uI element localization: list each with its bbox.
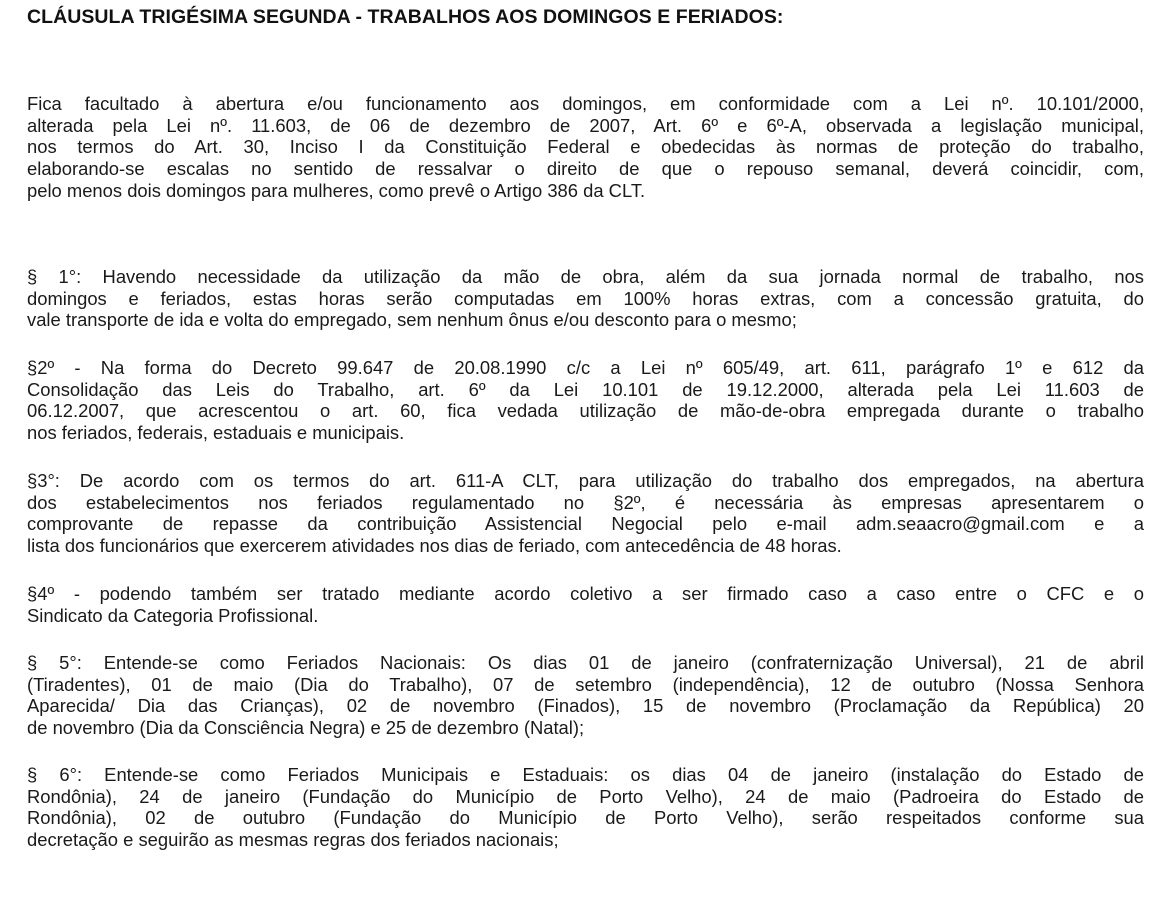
text-line: dos estabelecimentos nos feriados regulamentado no §2º, é necessária às empresas apresentarem o bbox=[27, 491, 1144, 513]
text-line: vale transporte de ida e volta do empregado, sem nenhum ônus e/ou desconto para o mesmo; bbox=[27, 309, 797, 331]
text-line: § 6°: Entende-se como Feriados Municipais e Estaduais: os dias 04 de janeiro (instalação do Estado de bbox=[27, 764, 1144, 785]
paragraph-1 bbox=[27, 266, 1144, 331]
text-line: decretação e seguirão as mesmas regras dos feriados nacionais; bbox=[27, 829, 559, 851]
text-line: Rondônia), 02 de outubro (Fundação do Município de Porto Velho), serão respeitados conforme sua bbox=[27, 807, 1144, 829]
text-line: comprovante de repasse da contribuição Assistencial Negocial pelo e-mail adm.seaacro@gmail.com e a bbox=[27, 513, 1144, 535]
text-line: §4º - podendo também ser tratado mediante acordo coletivo a ser firmado caso a caso entre o CFC e o bbox=[27, 583, 1144, 604]
text-line: § 1°: Havendo necessidade da utilização da mão de obra, além da sua jornada normal de trabalho, nos bbox=[27, 266, 1144, 287]
text-line: Sindicato da Categoria Profissional. bbox=[27, 604, 319, 626]
text-line: Fica facultado à abertura e/ou funcionamento aos domingos, em conformidade com a Lei nº. 10.101/2000, bbox=[27, 93, 1144, 114]
text-line: alterada pela Lei nº. 11.603, de 06 de dezembro de 2007, Art. 6º e 6º-A, observada a legislação municipal, bbox=[27, 114, 1144, 136]
paragraph-4 bbox=[27, 583, 1144, 626]
text-line: nos termos do Art. 30, Inciso I da Constituição Federal e obedecidas às normas de proteção do trabalho, bbox=[27, 136, 1144, 158]
text-line: domingos e feriados, estas horas serão computadas em 100% horas extras, com a concessão gratuita, do bbox=[27, 287, 1144, 309]
paragraph-3 bbox=[27, 470, 1144, 557]
paragraph-2 bbox=[27, 357, 1144, 444]
paragraph-caput bbox=[27, 93, 1144, 201]
text-line: (Tiradentes), 01 de maio (Dia do Trabalho), 07 de setembro (independência), 12 de outubro (Nossa Senhora bbox=[27, 673, 1144, 695]
clause-title: CLÁUSULA TRIGÉSIMA SEGUNDA - TRABALHOS AOS DOMINGOS E FERIADOS: bbox=[27, 6, 784, 28]
paragraph-5 bbox=[27, 652, 1144, 739]
text-line: 06.12.2007, que acrescentou o art. 60, fica vedada utilização de mão-de-obra empregada durante o trabalho bbox=[27, 400, 1144, 422]
text-line: Rondônia), 24 de janeiro (Fundação do Município de Porto Velho), 24 de maio (Padroeira do Estado de bbox=[27, 785, 1144, 807]
text-line: Aparecida/ Dia das Crianças), 02 de novembro (Finados), 15 de novembro (Proclamação da República) 20 bbox=[27, 695, 1144, 717]
paragraph-6 bbox=[27, 764, 1144, 851]
text-line: elaborando-se escalas no sentido de ressalvar o direito de que o repouso semanal, deverá coincidir, com, bbox=[27, 158, 1144, 180]
text-line: pelo menos dois domingos para mulheres, como prevê o Artigo 386 da CLT. bbox=[27, 179, 646, 201]
text-line: lista dos funcionários que exercerem atividades nos dias de feriado, com antecedência de 48 horas. bbox=[27, 535, 842, 557]
text-line: Consolidação das Leis do Trabalho, art. 6º da Lei 10.101 de 19.12.2000, alterada pela Lei 11.603 de bbox=[27, 378, 1144, 400]
text-line: § 5°: Entende-se como Feriados Nacionais: Os dias 01 de janeiro (confraternização Universal), 21 de abril bbox=[27, 652, 1144, 673]
text-line: §3°: De acordo com os termos do art. 611-A CLT, para utilização do trabalho dos empregados, na abertura bbox=[27, 470, 1144, 491]
text-line: de novembro (Dia da Consciência Negra) e 25 de dezembro (Natal); bbox=[27, 717, 585, 739]
text-line: nos feriados, federais, estaduais e municipais. bbox=[27, 422, 405, 444]
text-line: §2º - Na forma do Decreto 99.647 de 20.08.1990 c/c a Lei nº 605/49, art. 611, parágrafo 1º e 612 da bbox=[27, 357, 1144, 378]
